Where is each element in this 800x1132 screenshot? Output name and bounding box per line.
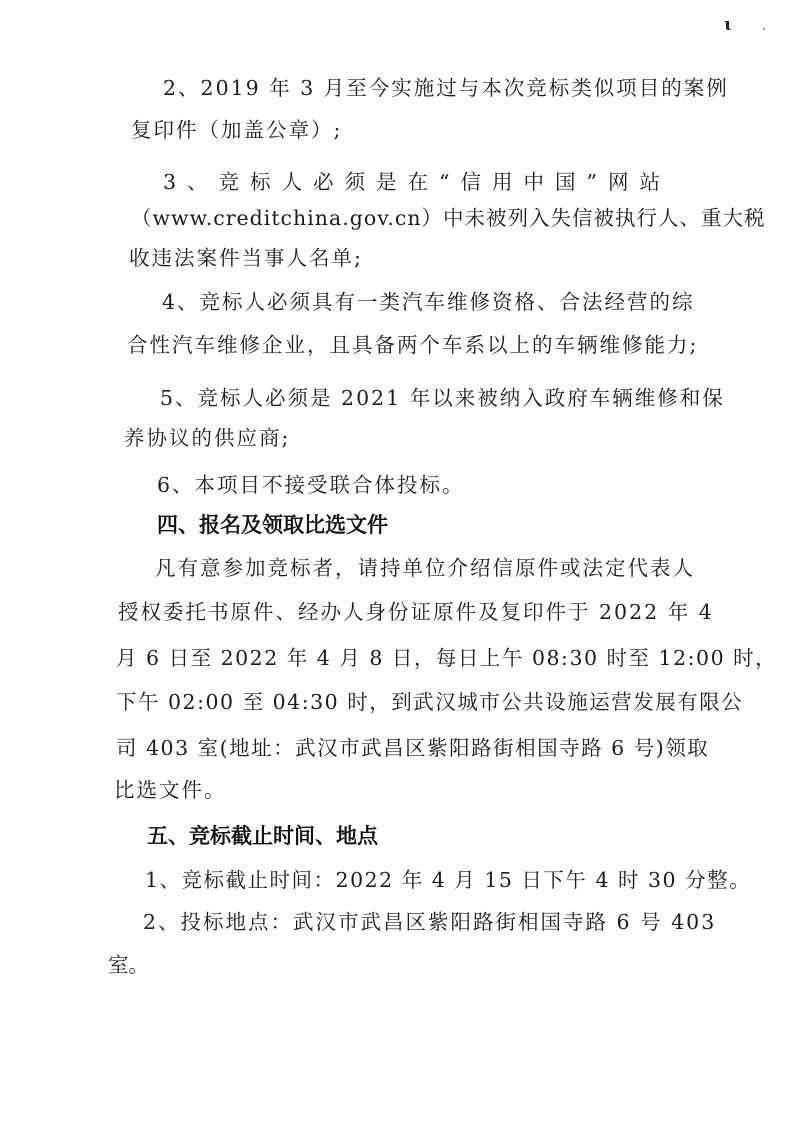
item-2-line-2: 复印件（加盖公章）; <box>131 118 343 142</box>
section-4-para-line-5: 司 403 室(地址：武汉市武昌区紫阳路街相国寺路 6 号)领取 <box>116 736 710 760</box>
location-item-line-1: 2、投标地点：武汉市武昌区紫阳路街相国寺路 6 号 403 <box>143 910 717 934</box>
section-5-heading: 五、竞标截止时间、地点 <box>147 824 378 848</box>
item-5-line-1: 5、竞标人必须是 2021 年以来被纳入政府车辆维修和保 <box>160 386 725 410</box>
item-5-line-2: 养协议的供应商; <box>124 426 291 450</box>
scan-mark: ɩ <box>724 14 731 35</box>
item-2-line-1: 2、2019 年 3 月至今实施过与本次竞标类似项目的案例 <box>163 76 729 100</box>
section-4-heading: 四、报名及领取比选文件 <box>157 513 388 537</box>
section-4-para-line-3: 月 6 日至 2022 年 4 月 8 日，每日上午 08:30 时至 12:00 时， <box>116 646 778 670</box>
item-6-line-1: 6、本项目不接受联合体投标。 <box>157 473 465 497</box>
section-4-para-line-4: 下午 02:00 至 04:30 时，到武汉城市公共设施运营发展有限公 <box>116 690 744 714</box>
deadline-item: 1、竞标截止时间：2022 年 4 月 15 日下午 4 时 30 分整。 <box>145 868 752 892</box>
item-3-line-3: 收违法案件当事人名单; <box>129 246 363 270</box>
item-3-line-1: 3、竞标人必须是在“信用中国”网站 <box>163 170 672 194</box>
section-4-para-line-6: 比选文件。 <box>114 778 227 802</box>
item-3-line-2: （www.creditchina.gov.cn）中未被列入失信被执行人、重大税 <box>131 206 766 230</box>
section-4-para-line-2: 授权委托书原件、经办人身份证原件及复印件于 2022 年 4 <box>118 600 714 624</box>
item-4-line-2: 合性汽车维修企业，且具备两个车系以上的车辆维修能力; <box>127 333 699 357</box>
scan-dot: · <box>762 22 766 36</box>
section-4-para-line-1: 凡有意参加竞标者，请持单位介绍信原件或法定代表人 <box>155 556 695 580</box>
item-4-line-1: 4、竞标人必须具有一类汽车维修资格、合法经营的综 <box>162 290 695 314</box>
location-item-line-2: 室。 <box>108 953 149 977</box>
